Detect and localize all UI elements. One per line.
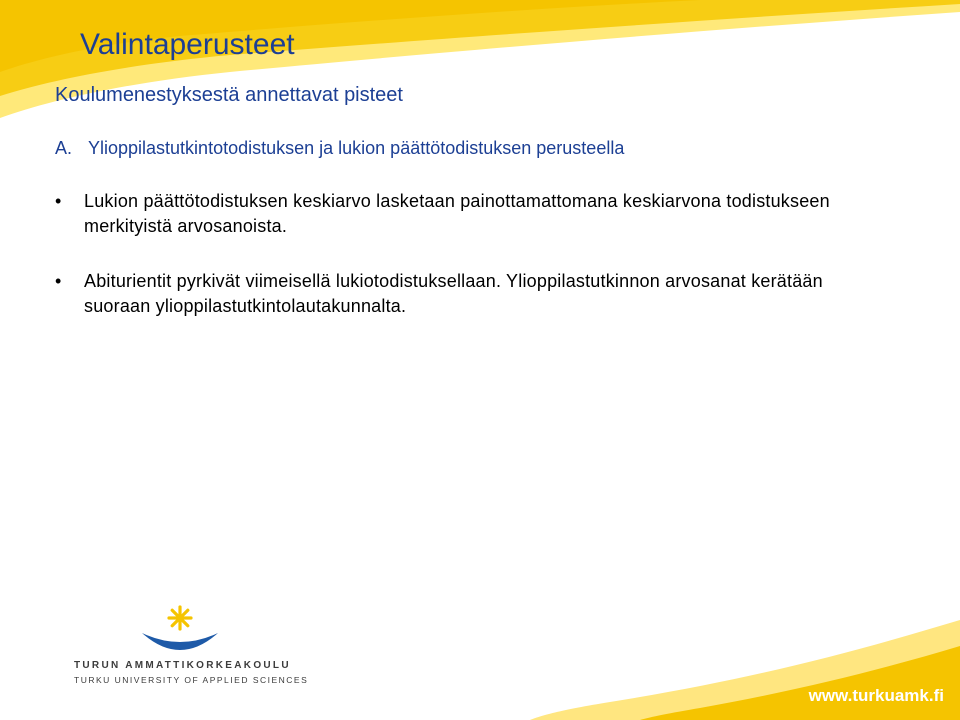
bullet-item (55, 269, 875, 319)
slide-subtitle: Koulumenestyksestä annettavat pisteet (55, 84, 403, 106)
website-link[interactable]: www.turkuamk.fi (808, 686, 944, 705)
logo-name-finnish: TURUN AMMATTIKORKEAKOULU (74, 660, 291, 671)
bullet-item (55, 189, 875, 239)
top-yellow-swoosh (0, 0, 960, 140)
slide-title: Valintaperusteet (80, 28, 295, 61)
bullet-text: Lukion päättötodistuksen keskiarvo lasketaan painottamattomana keskiarvona todistukseen merkityistä arvosanoista. (84, 191, 830, 236)
section-marker: A. (55, 138, 73, 158)
star-arc-logo-icon (138, 603, 222, 657)
section-heading-text: Ylioppilastutkintotodistuksen ja lukion päättötodistuksen perusteella (88, 138, 625, 158)
section-heading (55, 138, 624, 159)
university-logo (74, 603, 309, 688)
bullet-dot: • (55, 271, 62, 291)
bullet-dot: • (55, 191, 62, 211)
logo-name-english: TURKU UNIVERSITY OF APPLIED SCIENCES (74, 675, 309, 685)
bullet-text: Abiturientit pyrkivät viimeisellä lukiotodistuksellaan. Ylioppilastutkinnon arvosanat kerätään suoraan ylioppilastutkintolautakunnalta. (84, 271, 823, 316)
